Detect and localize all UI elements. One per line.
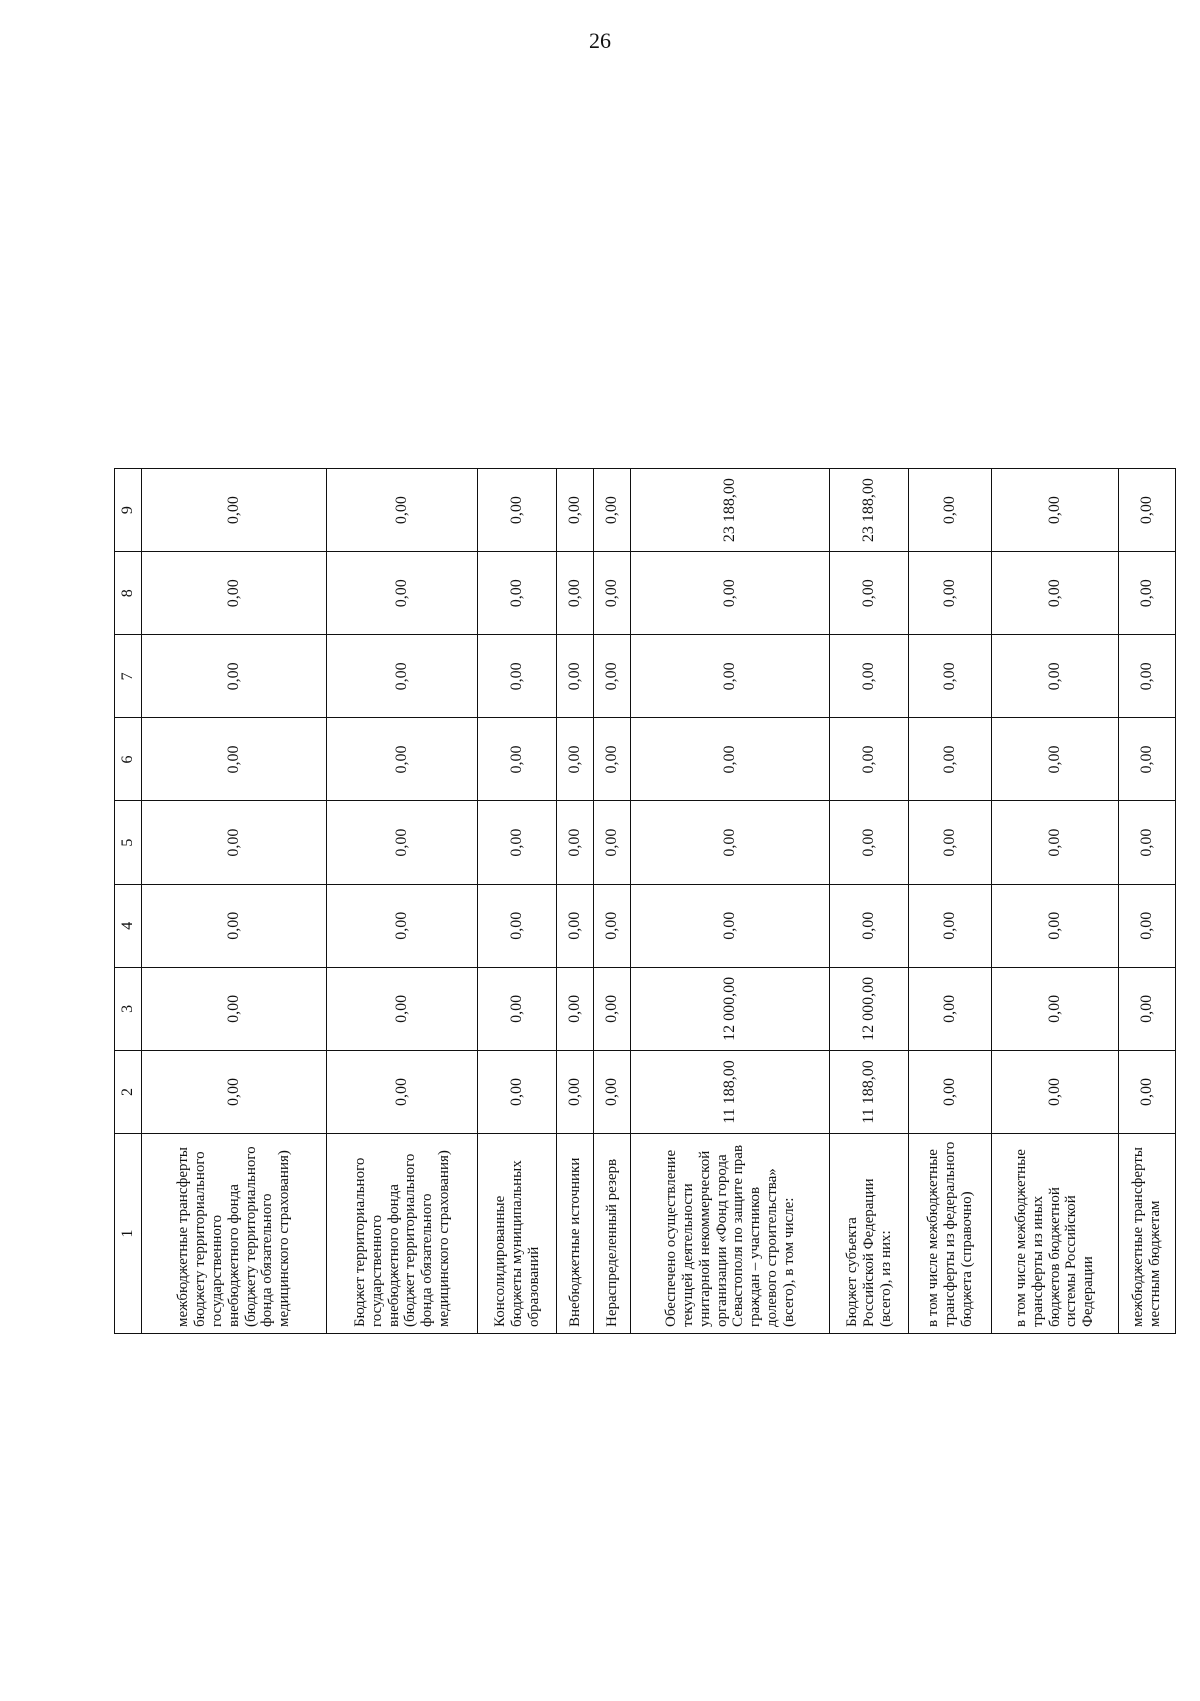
value-cell: 0,00 — [557, 801, 594, 884]
column-header: 3 — [115, 967, 142, 1050]
value-cell: 0,00 — [557, 967, 594, 1050]
value-cell: 0,00 — [142, 884, 327, 967]
value-cell: 0,00 — [1118, 469, 1175, 552]
value-cell: 0,00 — [327, 884, 478, 967]
column-header: 9 — [115, 469, 142, 552]
value-cell: 0,00 — [327, 718, 478, 801]
value-cell: 0,00 — [909, 801, 992, 884]
value-cell: 0,00 — [478, 801, 557, 884]
value-cell: 0,00 — [142, 967, 327, 1050]
value-cell: 11 188,00 — [631, 1050, 830, 1133]
value-cell: 0,00 — [557, 718, 594, 801]
value-cell: 0,00 — [1118, 1050, 1175, 1133]
value-cell: 0,00 — [991, 469, 1118, 552]
value-cell: 0,00 — [142, 552, 327, 635]
value-cell: 0,00 — [327, 1050, 478, 1133]
value-cell: 0,00 — [1118, 635, 1175, 718]
value-cell: 0,00 — [909, 967, 992, 1050]
value-cell: 0,00 — [142, 635, 327, 718]
value-cell: 0,00 — [142, 1050, 327, 1133]
table-row — [142, 469, 327, 1334]
table-row — [478, 469, 557, 1334]
value-cell: 0,00 — [478, 718, 557, 801]
value-cell: 0,00 — [142, 469, 327, 552]
value-cell: 0,00 — [478, 635, 557, 718]
value-cell: 0,00 — [594, 1050, 631, 1133]
value-cell: 0,00 — [327, 552, 478, 635]
value-cell: 0,00 — [557, 1050, 594, 1133]
row-label: Нераспределенный резерв — [594, 1134, 631, 1334]
table-row — [327, 469, 478, 1334]
value-cell: 0,00 — [830, 552, 909, 635]
value-cell: 0,00 — [327, 801, 478, 884]
value-cell: 0,00 — [909, 635, 992, 718]
value-cell: 0,00 — [327, 469, 478, 552]
table-row — [631, 469, 830, 1334]
table-row — [557, 469, 594, 1334]
value-cell: 0,00 — [594, 635, 631, 718]
value-cell: 0,00 — [909, 718, 992, 801]
value-cell: 23 188,00 — [631, 469, 830, 552]
table-row — [909, 469, 992, 1334]
value-cell: 0,00 — [909, 884, 992, 967]
column-header: 4 — [115, 884, 142, 967]
value-cell: 0,00 — [557, 884, 594, 967]
table-row — [594, 469, 631, 1334]
row-label: Обеспечено осуществление текущей деятельности унитарной некоммерческой организации «Фонд города Севастополя по защите прав граждан – участников долевого строительства» (всего), в том числе: — [631, 1134, 830, 1334]
value-cell: 0,00 — [478, 1050, 557, 1133]
value-cell: 0,00 — [594, 967, 631, 1050]
row-label: в том числе межбюджетные трансферты из федерального бюджета (справочно) — [909, 1134, 992, 1334]
value-cell: 0,00 — [991, 967, 1118, 1050]
value-cell: 23 188,00 — [830, 469, 909, 552]
column-header: 1 — [115, 1134, 142, 1334]
value-cell: 0,00 — [1118, 801, 1175, 884]
value-cell: 0,00 — [557, 469, 594, 552]
value-cell: 0,00 — [594, 552, 631, 635]
value-cell: 12 000,00 — [830, 967, 909, 1050]
value-cell: 0,00 — [991, 884, 1118, 967]
value-cell: 0,00 — [478, 967, 557, 1050]
value-cell: 0,00 — [631, 884, 830, 967]
row-label: межбюджетные трансферты бюджету территориального государственного внебюджетного фонда (бюджету территориального фонда обязательного медицинского страхования) — [142, 1134, 327, 1334]
value-cell: 0,00 — [594, 884, 631, 967]
column-header: 6 — [115, 718, 142, 801]
value-cell: 0,00 — [631, 801, 830, 884]
value-cell: 0,00 — [557, 635, 594, 718]
value-cell: 0,00 — [991, 801, 1118, 884]
value-cell: 0,00 — [909, 1050, 992, 1133]
value-cell: 0,00 — [830, 635, 909, 718]
value-cell: 0,00 — [830, 718, 909, 801]
value-cell: 0,00 — [1118, 552, 1175, 635]
value-cell: 0,00 — [830, 801, 909, 884]
row-label: Бюджет субъекта Российской Федерации (всего), из них: — [830, 1134, 909, 1334]
value-cell: 0,00 — [594, 469, 631, 552]
table-row — [1118, 469, 1175, 1334]
value-cell: 0,00 — [830, 884, 909, 967]
page-number: 26 — [589, 28, 611, 53]
column-header: 7 — [115, 635, 142, 718]
header-row — [115, 469, 142, 1334]
budget-table-rotated — [114, 468, 1176, 1334]
value-cell: 12 000,00 — [631, 967, 830, 1050]
value-cell: 0,00 — [142, 801, 327, 884]
table-row — [991, 469, 1118, 1334]
value-cell: 0,00 — [991, 718, 1118, 801]
column-header: 2 — [115, 1050, 142, 1133]
value-cell: 0,00 — [631, 552, 830, 635]
value-cell: 0,00 — [478, 469, 557, 552]
value-cell: 0,00 — [557, 552, 594, 635]
row-label: в том числе межбюджетные трансферты из иных бюджетов бюджетной системы Российской Федерации — [991, 1134, 1118, 1334]
column-header: 5 — [115, 801, 142, 884]
value-cell: 0,00 — [1118, 967, 1175, 1050]
row-label: Бюджет территориального государственного внебюджетного фонда (бюджет территориального фонда обязательного медицинского страхования) — [327, 1134, 478, 1334]
table-body — [142, 469, 1176, 1334]
row-label: Внебюджетные источники — [557, 1134, 594, 1334]
value-cell: 0,00 — [594, 801, 631, 884]
value-cell: 0,00 — [478, 884, 557, 967]
value-cell: 0,00 — [991, 1050, 1118, 1133]
column-header: 8 — [115, 552, 142, 635]
value-cell: 0,00 — [142, 718, 327, 801]
value-cell: 0,00 — [991, 635, 1118, 718]
value-cell: 0,00 — [478, 552, 557, 635]
value-cell: 0,00 — [1118, 718, 1175, 801]
budget-table — [114, 468, 1176, 1334]
value-cell: 11 188,00 — [830, 1050, 909, 1133]
table-row — [830, 469, 909, 1334]
value-cell: 0,00 — [909, 552, 992, 635]
value-cell: 0,00 — [327, 967, 478, 1050]
value-cell: 0,00 — [631, 635, 830, 718]
row-label: Консолидированные бюджеты муниципальных образований — [478, 1134, 557, 1334]
value-cell: 0,00 — [991, 552, 1118, 635]
value-cell: 0,00 — [327, 635, 478, 718]
value-cell: 0,00 — [594, 718, 631, 801]
value-cell: 0,00 — [631, 718, 830, 801]
value-cell: 0,00 — [909, 469, 992, 552]
value-cell: 0,00 — [1118, 884, 1175, 967]
row-label: межбюджетные трансферты местным бюджетам — [1118, 1134, 1175, 1334]
